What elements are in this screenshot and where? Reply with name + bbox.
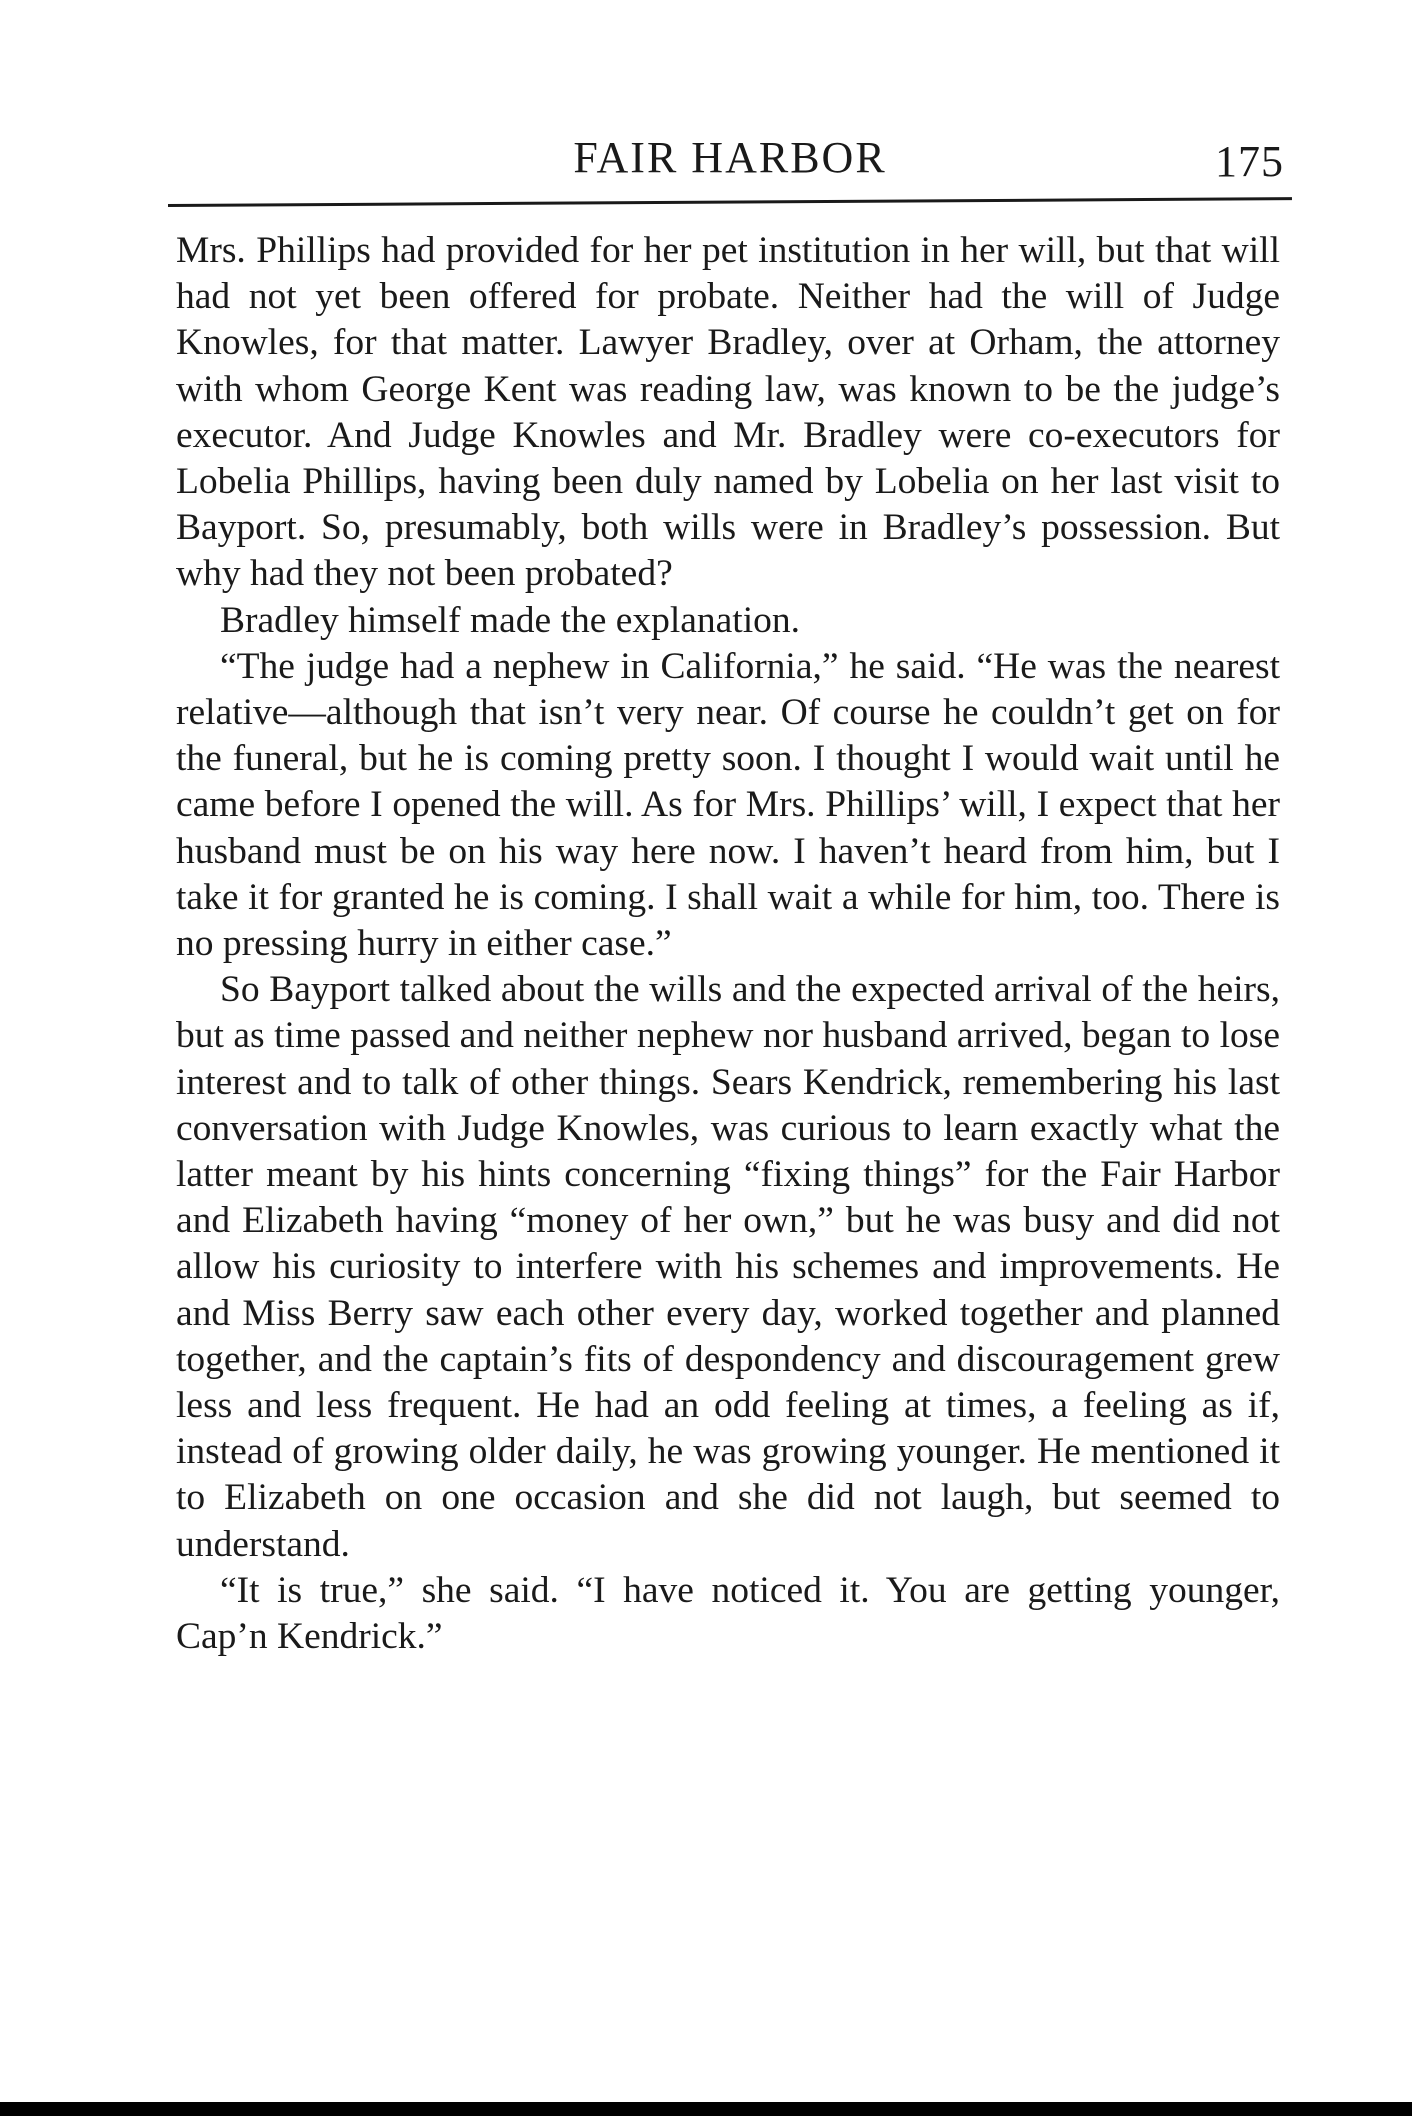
body-text [176, 228, 1280, 1660]
scan-edge-bar [0, 2102, 1412, 2116]
paragraph-explanation: Bradley himself made the explanation. [220, 599, 801, 641]
page-header [170, 132, 1290, 202]
paragraph-bradley-quote: “The judge had a nephew in California,” he said. “He was the nearest relative—although that isn’t very near. Of course he couldn’t get on for the funeral, but he is coming pretty soon. I thought I would wait until he came before I opened the will. As for Mrs. Phillips’ will, I expect that her husband must be on his way here now. I haven’t heard from him, but I take it for granted he is coming. I shall wait a while for him, too. There is no pressing hurry in either case.” [176, 645, 1280, 965]
running-title: FAIR HARBOR [573, 133, 887, 182]
paragraph-probate: Mrs. Phillips had provided for her pet institution in her will, but that will had not yet been offered for probate. Neither had the will of Judge Knowles, for that matter. Lawyer Bradley, over at Orham, the attorney with whom George Kent was reading law, was known to be the judge’s executor. And Judge Knowles and Mr. Bradley were co-executors for Lobelia Phillips, having been duly named by Lobelia on her last visit to Bayport. So, presumably, both wills were in Bradley’s possession. But why had they not been probated? [176, 230, 1280, 595]
paragraph-elizabeth-quote: “It is true,” she said. “I have noticed it. You are getting younger, Cap’n Kendrick.” [176, 1569, 1280, 1658]
paragraph-bayport-talk: So Bayport talked about the wills and the expected arrival of the heirs, but as time passed and neither nephew nor husband arrived, began to lose interest and to talk of other things. Sears Kendrick, remembering his last conversation with Judge Knowles, was curious to learn exactly what the latter meant by his hints concerning “fixing things” for the Fair Harbor and Elizabeth having “money of her own,” but he was busy and did not allow his curiosity to interfere with his schemes and improvements. He and Miss Berry saw each other every day, worked together and planned together, and the captain’s fits of despondency and discouragement grew less and less frequent. He had an odd feeling at times, a feeling as if, instead of growing older daily, he was growing younger. He mentioned it to Elizabeth on one occasion and she did not laugh, but seemed to understand. [176, 969, 1280, 1565]
page-number: 175 [1215, 137, 1284, 186]
